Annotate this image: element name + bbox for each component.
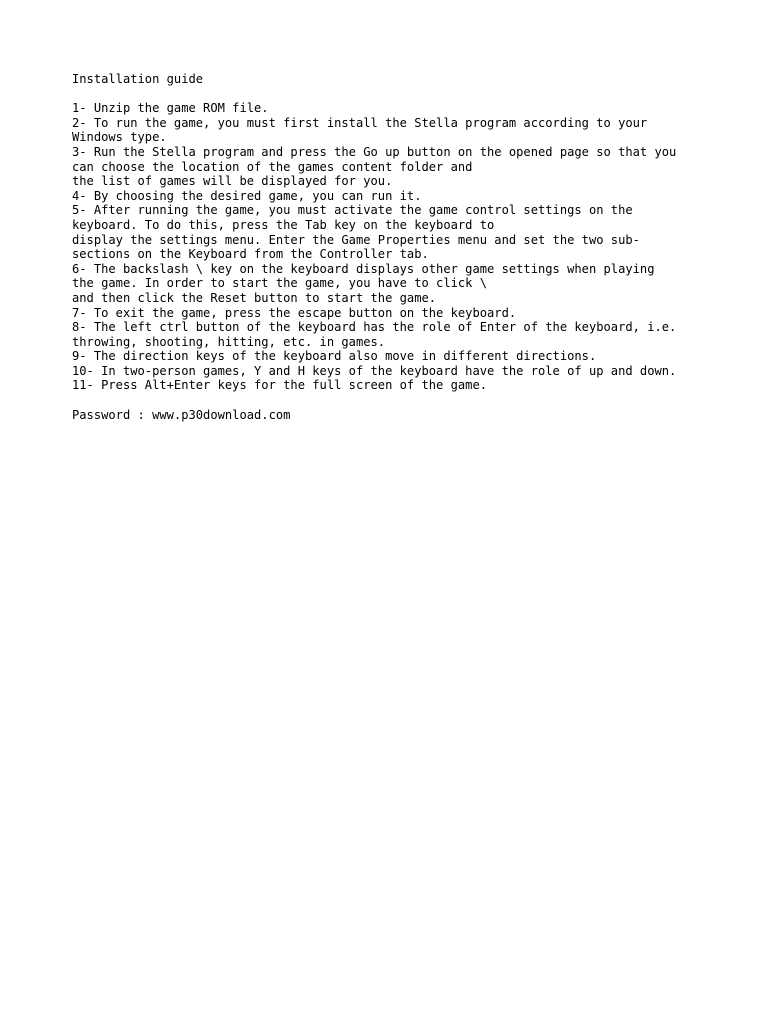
document-title: Installation guide	[72, 72, 204, 86]
guide-line: display the settings menu. Enter the Game Properties menu and set the two sub-	[72, 232, 640, 247]
guide-line: can choose the location of the games content folder and	[72, 159, 473, 174]
guide-line: and then click the Reset button to start the game.	[72, 290, 437, 305]
guide-line: 2- To run the game, you must first install the Stella program according to your	[72, 115, 648, 130]
guide-line: Windows type.	[72, 130, 167, 145]
guide-line: the game. In order to start the game, you have to click \	[72, 276, 488, 291]
guide-line: 1- Unzip the game ROM file.	[72, 101, 269, 116]
guide-line: throwing, shooting, hitting, etc. in games.	[72, 334, 386, 349]
guide-line: 11- Press Alt+Enter keys for the full screen of the game.	[72, 378, 488, 393]
document-page	[72, 72, 712, 422]
guide-line: 10- In two-person games, Y and H keys of the keyboard have the role of up and down.	[72, 363, 677, 378]
guide-line: the list of games will be displayed for you.	[72, 174, 393, 189]
guide-line: 5- After running the game, you must activate the game control settings on the	[72, 203, 633, 218]
guide-line: 9- The direction keys of the keyboard also move in different directions.	[72, 349, 597, 364]
guide-line: 8- The left ctrl button of the keyboard has the role of Enter of the keyboard, i.e.	[72, 320, 677, 335]
spacer	[72, 393, 712, 408]
guide-line: 7- To exit the game, press the escape button on the keyboard.	[72, 305, 517, 320]
password-line: Password : www.p30download.com	[72, 407, 291, 422]
guide-line: 3- Run the Stella program and press the Go up button on the opened page so that you	[72, 144, 677, 159]
guide-line: 4- By choosing the desired game, you can run it.	[72, 188, 422, 203]
guide-line: 6- The backslash \ key on the keyboard displays other game settings when playing	[72, 261, 655, 276]
guide-line: sections on the Keyboard from the Controller tab.	[72, 247, 429, 262]
guide-line: keyboard. To do this, press the Tab key on the keyboard to	[72, 217, 495, 232]
spacer	[72, 87, 712, 102]
